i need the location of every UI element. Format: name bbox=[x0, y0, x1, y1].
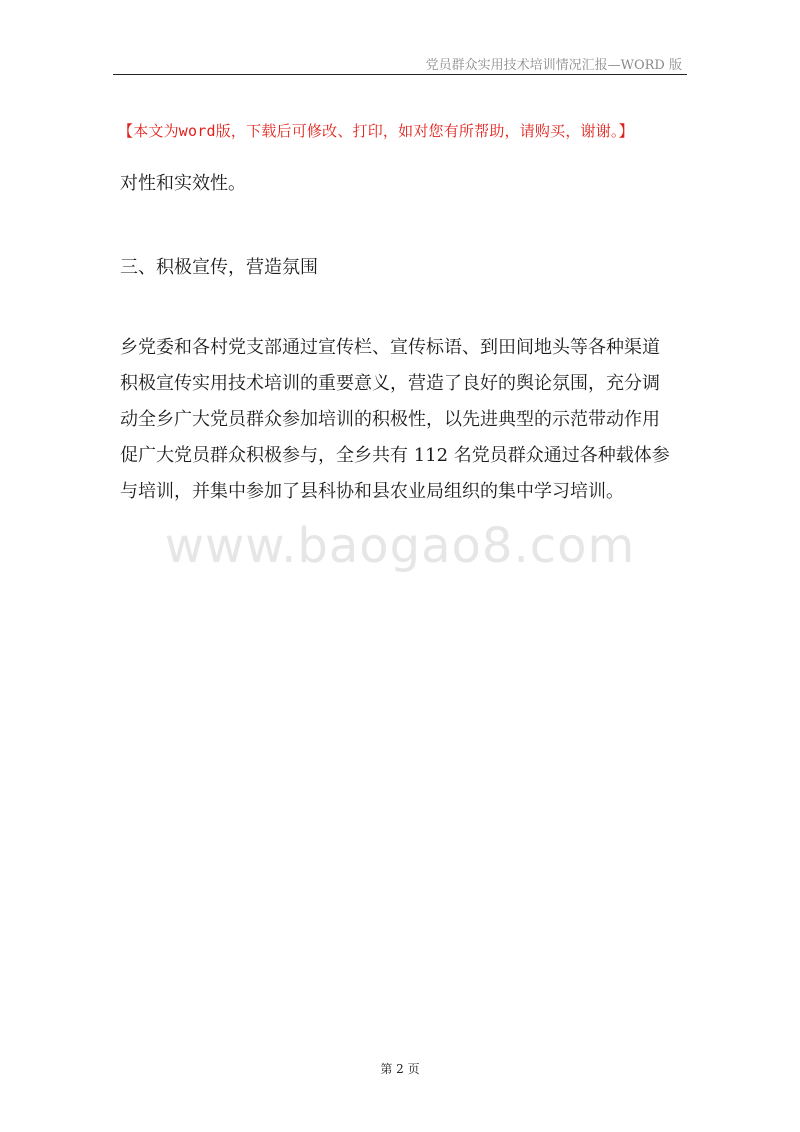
page-number: 第 2 页 bbox=[380, 1062, 420, 1076]
paragraph-line: 动全乡广大党员群众参加培训的积极性，以先进典型的示范带动作用 bbox=[120, 409, 660, 430]
continued-text: 对性和实效性。 bbox=[120, 173, 246, 194]
paragraph-line: 促广大党员群众积极参与，全乡共有 112 名党员群众通过各种载体参 bbox=[120, 445, 670, 466]
header-title: 党员群众实用技术培训情况汇报—WORD 版 bbox=[425, 58, 682, 73]
section-heading: 三、积极宣传，营造氛围 bbox=[120, 257, 318, 278]
paragraph-line: 与培训，并集中参加了县科协和县农业局组织的集中学习培训。 bbox=[120, 481, 624, 502]
download-notice: 【本文为word版，下载后可修改、打印，如对您有所帮助，请购买，谢谢。】 bbox=[118, 122, 634, 140]
body-paragraph bbox=[120, 330, 690, 510]
watermark: www.baogao8.com bbox=[164, 518, 636, 574]
paragraph-line: 积极宣传实用技术培训的重要意义，营造了良好的舆论氛围，充分调 bbox=[120, 373, 660, 394]
paragraph-line: 乡党委和各村党支部通过宣传栏、宣传标语、到田间地头等各种渠道 bbox=[120, 337, 660, 358]
header-divider bbox=[113, 74, 687, 75]
